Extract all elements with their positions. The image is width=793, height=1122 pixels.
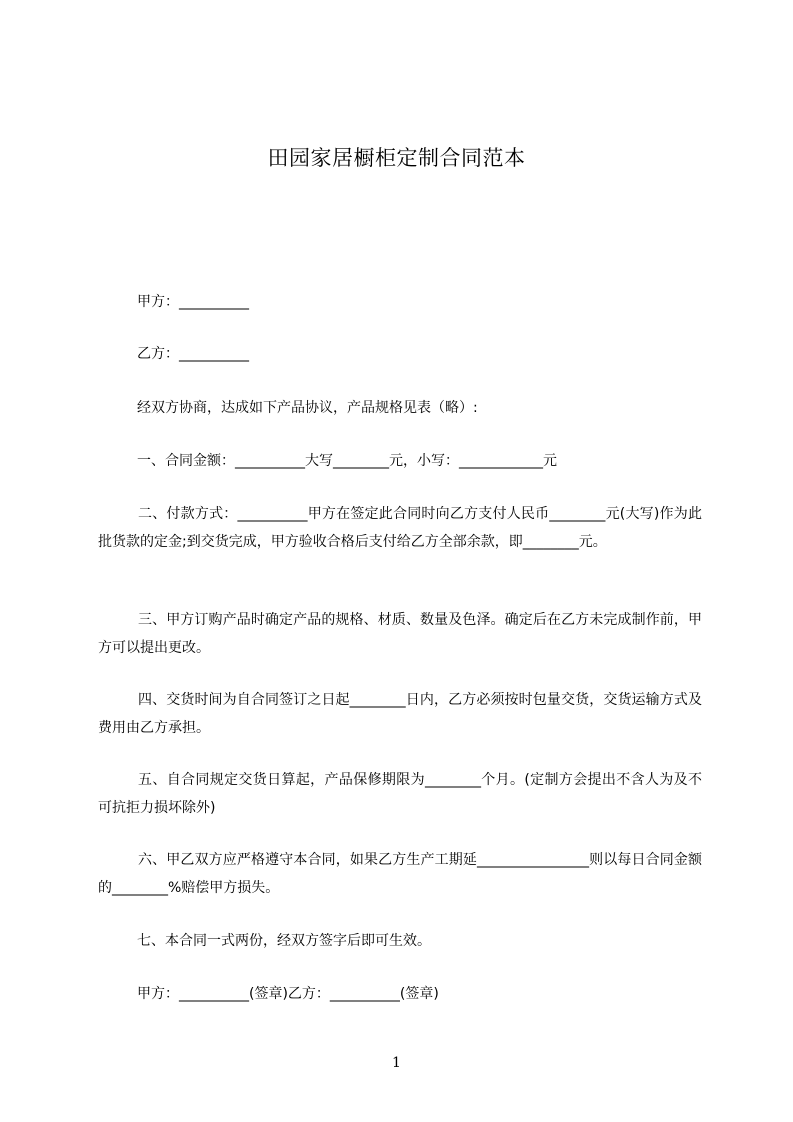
intro-paragraph: 经双方协商，达成如下产品协议，产品规格见表（略）:	[137, 400, 478, 416]
party-a-line: 甲方：__________	[137, 294, 249, 310]
clause-payment-method: 二、付款方式：__________甲方在签定此合同时向乙方支付人民币________元(大写)作为此批货款的定金;到交货完成，甲方验收合格后支付给乙方全部余款，即________元。	[98, 506, 702, 550]
clause-contract-amount: 一、合同金额：__________大写________元，小写：____________元	[137, 453, 557, 469]
page-number: 1	[392, 1055, 401, 1071]
document-title: 田园家居橱柜定制合同范本	[267, 146, 526, 170]
clause-delivery-time: 四、交货时间为自合同签订之日起________日内，乙方必须按时包量交货，交货运输方式及费用由乙方承担。	[98, 692, 702, 736]
clause-warranty: 五、自合同规定交货日算起，产品保修期限为________个月。(定制方会提出不含人为及不可抗拒力损坏除外)	[98, 772, 702, 816]
clause-penalty: 六、甲乙双方应严格遵守本合同，如果乙方生产工期延________________则以每日合同金额的________%赔偿甲方损失。	[98, 852, 702, 896]
signature-line: 甲方：__________(签章)乙方：__________(签章)	[137, 986, 439, 1002]
clause-product-specs: 三、甲方订购产品时确定产品的规格、材质、数量及色泽。确定后在乙方未完成制作前，甲方可以提出更改。	[98, 612, 702, 656]
clause-effectiveness: 七、本合同一式两份，经双方签字后即可生效。	[137, 933, 431, 949]
party-b-line: 乙方：__________	[137, 346, 249, 362]
